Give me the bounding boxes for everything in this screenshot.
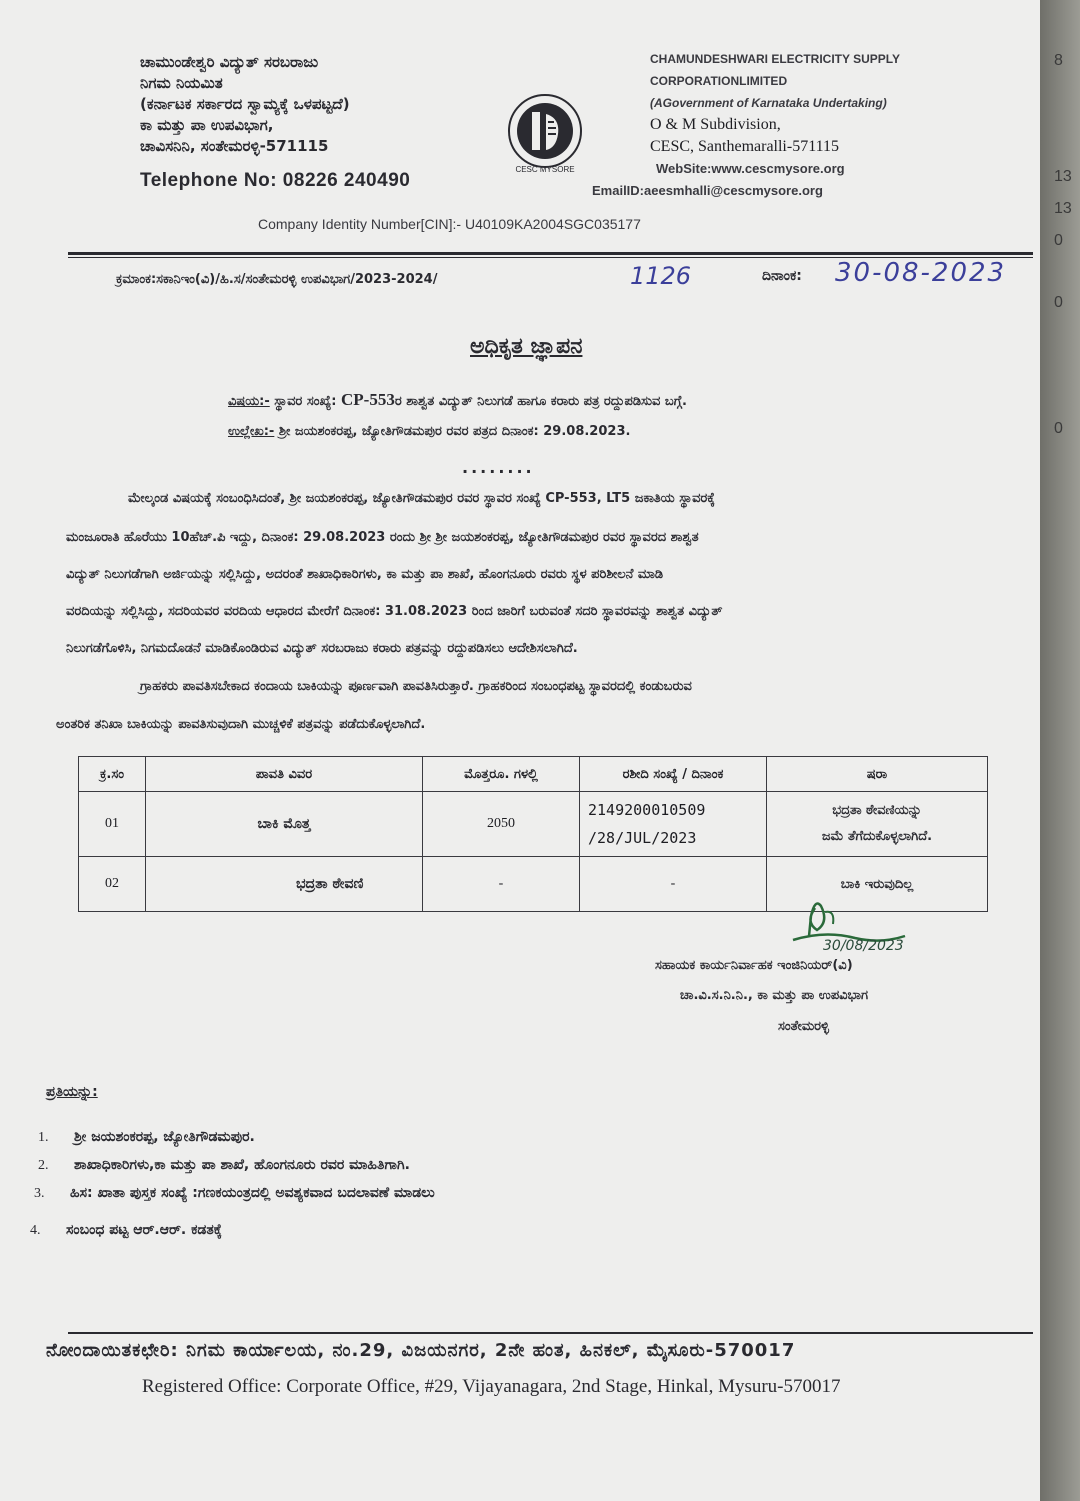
copy-item [38,1157,410,1174]
footer-rule [68,1332,1033,1334]
date-label: ದಿನಾಂಕ: [762,268,802,284]
subdivision-address: CESC, Santhemaralli-571115 [650,138,840,155]
letterhead-kn-line: (ಕರ್ನಾಟಕ ಸರ್ಕಾರದ ಸ್ವಾಮ್ಯಕ್ಕೆ ಒಳಪಟ್ಟದೆ) [140,95,350,113]
copy-text: ಹಿಸ: ಖಾತಾ ಪುಸ್ತಕ ಸಂಖ್ಯೆ :ಗಣಕಯಂತ್ರದಲ್ಲಿ ಅವಶ್ಯಕವಾದ ಬದಲಾವಣೆ ಮಾಡಲು [70,1185,435,1201]
header-amount: ಮೊತ್ತರೂ. ಗಳಲ್ಲಿ [423,757,580,792]
cell-sl: 01 [79,792,146,857]
cell-detail: ಭದ್ರತಾ ಠೇವಣಿ [146,857,423,912]
cell-receipt [580,792,767,857]
subdivision-name: O & M Subdivision, [650,116,781,133]
copy-number: 1. [38,1130,49,1145]
copy-text: ಶ್ರೀ ಜಯಶಂಕರಪ್ಪ, ಜ್ಯೋತಿಗೌಡಮಪುರ. [74,1129,255,1145]
footer-english-address: Registered Office: Corporate Office, #29, Vijayanagara, 2nd Stage, Hinkal, Mysuru-570017 [142,1376,841,1397]
footer-kannada-address: ನೋಂದಾಯಿತಕಛೇರಿ: ನಿಗಮ ಕಾರ್ಯಾಲಯ, ನಂ.29, ವಿಜಯನಗರ, 2ನೇ ಹಂತ, ಹಿನಕಲ್, ಮೈಸೂರು-570017 [46,1340,796,1361]
reference-note-label: ಉಲ್ಲೇಖ:- [228,424,275,439]
header-detail: ಪಾವತಿ ವಿವರ [146,757,423,792]
header-sl: ಕ್ರ.ಸಂ [79,757,146,792]
copy-item [38,1129,255,1146]
letterhead-kn-line: ಚಾವಿಸನಿನಿ, ಸಂತೇಮರಳ್ಳಿ-571115 [140,137,329,155]
header-remarks: ಷರಾ [767,757,988,792]
body-line-3: ವಿದ್ಯುತ್ ನಿಲುಗಡೆಗಾಗಿ ಅರ್ಜಿಯನ್ನು ಸಲ್ಲಿಸಿದ್ದು, ಅದರಂತೆ ಶಾಖಾಧಿಕಾರಿಗಳು, ಕಾ ಮತ್ತು ಪಾ ಶಾಖೆ, ಹೊಂಗನೂರು ರವರು ಸ್ಥಳ ಪರಿಶೀಲನೆ ಮಾಡಿ [66,567,664,582]
subject-line [228,390,687,410]
cesc-logo-icon [502,88,588,174]
handwritten-signature [785,900,920,955]
separator-dots: ........ [462,458,535,477]
remark-line: ಜಮೆ ತೆಗೆದುಕೊಳ್ಳಲಾಗಿದೆ. [821,829,933,844]
body-line-7: ಅಂತರಿಕ ತನಿಖಾ ಬಾಕಿಯನ್ನು ಪಾವತಿಸುವುದಾಗಿ ಮುಚ್ಚಳಿಕೆ ಪತ್ರವನ್ನು ಪಡೆದುಕೊಳ್ಳಲಾಗಿದೆ. [56,717,426,732]
reference-number-line: ಕ್ರಮಾಂಕ:ಸಕಾನಿಇಂ(ವಿ)/ಹಿ.ಸ/ಸಂತೇಮರಳ್ಳಿ ಉಪವಿಭಾಗ/2023-2024/ [116,272,438,287]
reference-note-line [228,424,630,439]
margin-mark: 0 [1054,294,1063,311]
cell-receipt: - [580,857,767,912]
payment-table [78,756,988,912]
copy-item [30,1222,222,1239]
receipt-date: /28/JUL/2023 [588,829,697,847]
logo-caption: CESC MYSORE [515,165,575,174]
cell-amount: - [423,857,580,912]
margin-mark: 13 [1054,200,1072,217]
cell-remarks [767,792,988,857]
header-rule [68,252,1033,255]
letterhead-kn-line: ಕಾ ಮತ್ತು ಪಾ ಉಪವಿಭಾಗ, [140,116,274,134]
signature-date: 30/08/2023 [823,938,904,954]
copy-text: ಶಾಖಾಧಿಕಾರಿಗಳು,ಕಾ ಮತ್ತು ಪಾ ಶಾಖೆ, ಹೊಂಗನೂರು ರವರ ಮಾಹಿತಿಗಾಗಿ. [74,1157,410,1173]
subject-code: CP-553 [341,390,395,409]
letterhead-kn-line: ಚಾಮುಂಡೇಶ್ವರಿ ವಿದ್ಯುತ್ ಸರಬರಾಜು [140,53,319,71]
margin-mark: 0 [1054,420,1063,437]
email: EmailID:aeesmhalli@cescmysore.org [592,183,823,198]
body-line-4: ವರದಿಯನ್ನು ಸಲ್ಲಿಸಿದ್ದು, ಸದರಿಯವರ ವರದಿಯ ಆಧಾರದ ಮೇರೆಗೆ ದಿನಾಂಕ: 31.08.2023 ರಿಂದ ಜಾರಿಗೆ ಬರುವಂತೆ ಸದರಿ ಸ್ಥಾವರವನ್ನು ಶಾಶ್ವತ ವಿದ್ಯುತ್ [66,604,723,619]
margin-mark: 0 [1054,232,1063,249]
body-line-6: ಗ್ರಾಹಕರು ಪಾವತಿಸಬೇಕಾದ ಕಂದಾಯ ಬಾಕಿಯನ್ನು ಪೂರ್ಣವಾಗಿ ಪಾವತಿಸಿರುತ್ತಾರೆ. ಗ್ರಾಹಕರಿಂದ ಸಂಬಂಧಪಟ್ಟ ಸ್ಥಾವರದಲ್ಲಿ ಕಂಡುಬರುವ [140,679,692,694]
cell-detail: ಬಾಕಿ ಮೊತ್ತ [146,792,423,857]
letterhead-kannada [140,52,350,157]
company-cin: Company Identity Number[CIN]:- U40109KA2004SGC035177 [258,216,641,232]
adjacent-page-edge [1040,0,1080,1501]
signatory-place: ಸಂತೇಮರಳ್ಳಿ [778,1019,829,1034]
margin-mark: 13 [1054,168,1072,185]
table-row [79,792,988,857]
body-line-1: ಮೇಲ್ಕಂಡ ವಿಷಯಕ್ಕೆ ಸಂಬಂಧಿಸಿದಂತೆ, ಶ್ರೀ ಜಯಶಂಕರಪ್ಪ, ಜ್ಯೋತಿಗೌಡಮಪುರ ರವರ ಸ್ಥಾವರ ಸಂಖ್ಯೆ CP-553, LT5 ಜಕಾತಿಯ ಸ್ಥಾವರಕ್ಕೆ [128,491,715,506]
table-header-row [79,757,988,792]
copy-item [34,1185,435,1202]
margin-mark: 8 [1054,52,1063,69]
copy-number: 4. [30,1223,41,1238]
reference-note-text: ಶ್ರೀ ಜಯಶಂಕರಪ್ಪ, ಜ್ಯೋತಿಗೌಡಮಪುರ ರವರ ಪತ್ರದ ದಿನಾಂಕ: 29.08.2023. [278,424,631,439]
letterhead-kn-line: ನಿಗಮ ನಿಯಮಿತ [140,74,223,92]
header-receipt: ರಶೀದಿ ಸಂಖ್ಯೆ / ದಿನಾಂಕ [580,757,767,792]
body-line-5: ನಿಲುಗಡೆಗೊಳಿಸಿ, ನಿಗಮದೊಡನೆ ಮಾಡಿಕೊಂಡಿರುವ ವಿದ್ಯುತ್ ಸರಬರಾಜು ಕರಾರು ಪತ್ರವನ್ನು ರದ್ದುಪಡಿಸಲು ಆದೇಶಿಸಲಾಗಿದೆ. [66,641,578,656]
cell-amount: 2050 [423,792,580,857]
copy-text: ಸಂಬಂಧ ಪಟ್ಟ ಆರ್.ಆರ್. ಕಡತಕ್ಕೆ [66,1222,222,1238]
receipt-number: 2149200010509 [588,801,706,819]
copy-number: 3. [34,1186,45,1201]
government-undertaking: (AGovernment of Karnataka Undertaking) [650,96,887,110]
copy-number: 2. [38,1158,49,1173]
signatory-office: ಚಾ.ವಿ.ಸ.ನಿ.ನಿ., ಕಾ ಮತ್ತು ಪಾ ಉಪವಿಭಾಗ [680,988,869,1003]
company-name-line2: CORPORATIONLIMITED [650,74,788,88]
document-title: ಅಧಿಕೃತ ಜ್ಞಾಪನ [470,334,583,359]
remark-line: ಭದ್ರತಾ ಠೇವಣಿಯನ್ನು [832,803,922,818]
subject-label: ವಿಷಯ:- [228,394,270,409]
date-handwritten: 30-08-2023 [835,258,1007,288]
cell-sl: 02 [79,857,146,912]
letterhead-english [592,48,901,202]
company-name-line1: CHAMUNDESHWARI ELECTRICITY SUPPLY [650,52,901,66]
telephone-number: Telephone No: 08226 240490 [140,170,411,191]
subject-suffix: ರ ಶಾಶ್ವತ ವಿದ್ಯುತ್ ನಿಲುಗಡೆ ಹಾಗೂ ಕರಾರು ಪತ್ರ ರದ್ದುಪಡಿಸುವ ಬಗ್ಗೆ. [394,394,687,409]
body-line-2: ಮಂಜೂರಾತಿ ಹೊರೆಯು 10ಹೆಚ್.ಪಿ ಇದ್ದು, ದಿನಾಂಕ: 29.08.2023 ರಂದು ಶ್ರೀ ಶ್ರೀ ಜಯಶಂಕರಪ್ಪ, ಜ್ಯೋತಿಗೌಡಮಪುರ ರವರ ಸ್ಥಾವರದ ಶಾಶ್ವತ [66,530,699,545]
copies-heading: ಪ್ರತಿಯನ್ನು: [46,1084,98,1100]
website: WebSite:www.cescmysore.org [656,161,845,176]
cell-remarks: ಬಾಕಿ ಇರುವುದಿಲ್ಲ [767,857,988,912]
subject-prefix: ಸ್ಥಾವರ ಸಂಖ್ಯೆ: [274,394,337,409]
signatory-designation: ಸಹಾಯಕ ಕಾರ್ಯನಿರ್ವಾಹಕ ಇಂಜಿನಿಯರ್(ವಿ) [655,958,853,973]
reference-number-handwritten: 1126 [630,262,692,290]
